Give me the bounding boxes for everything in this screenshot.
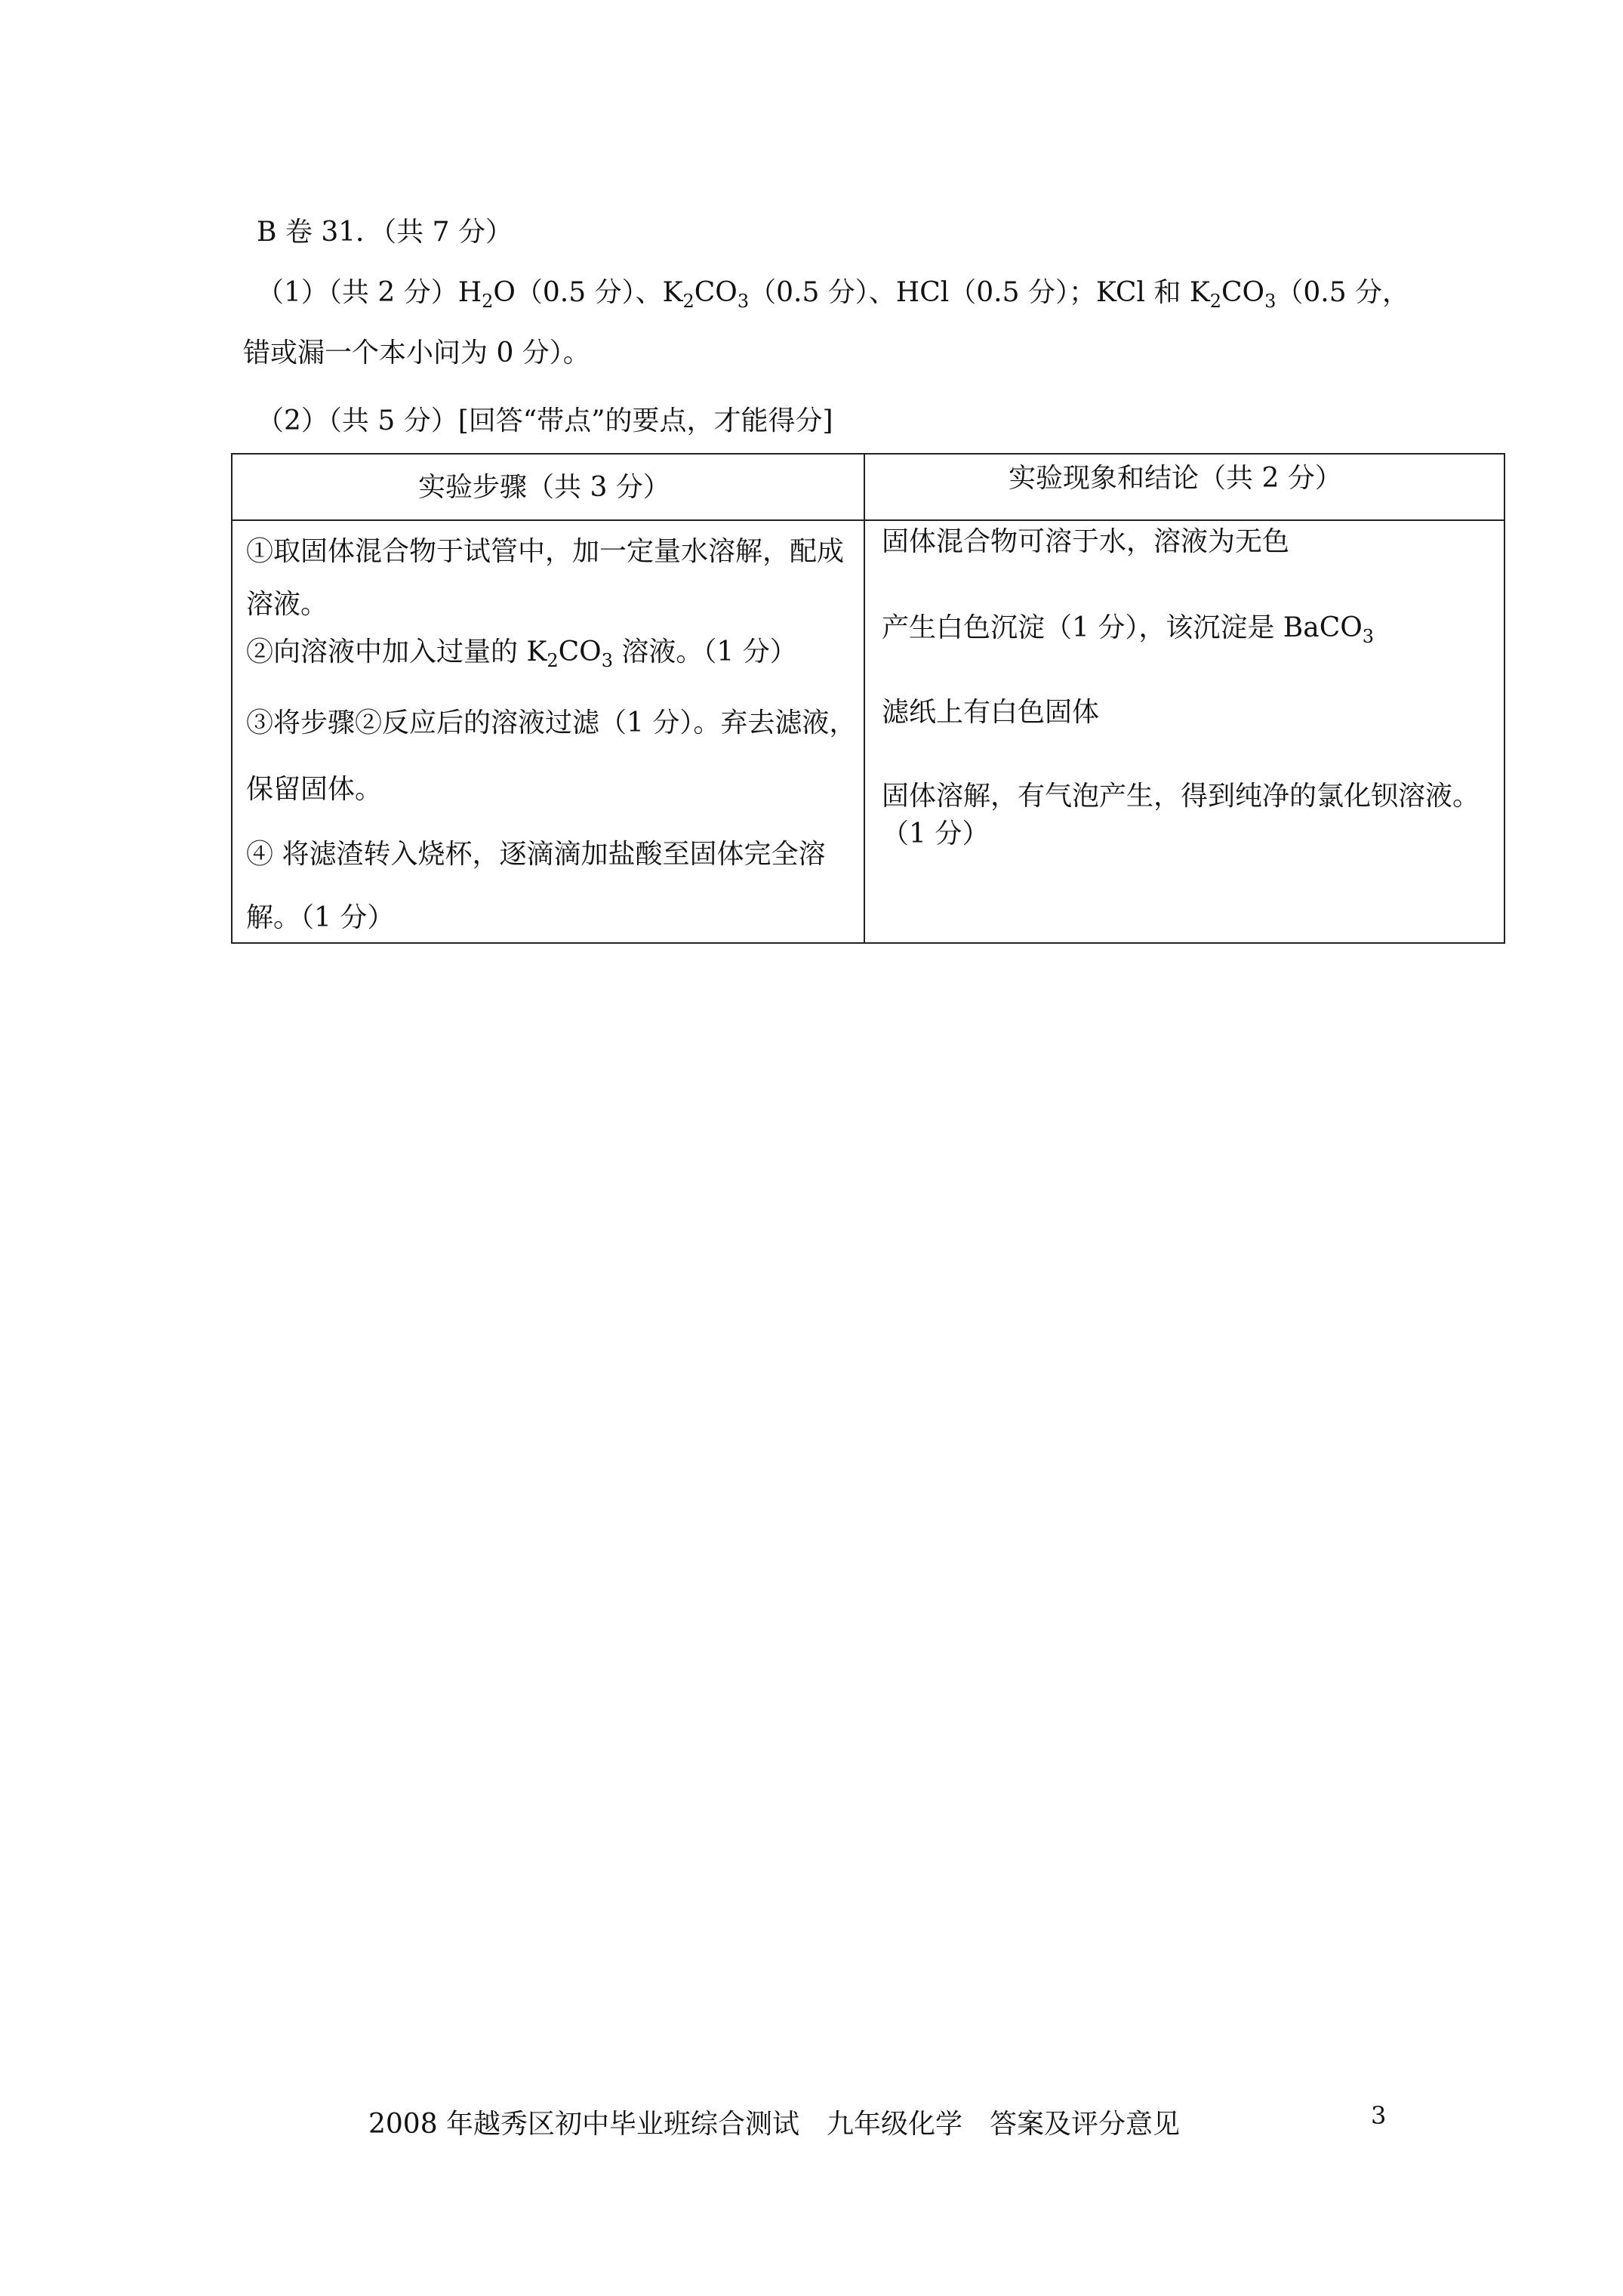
result-3: 滤纸上有白色固体 bbox=[882, 697, 1100, 728]
part1-text: （1）（共 2 分）H bbox=[257, 277, 482, 308]
step-1: ①取固体混合物于试管中，加一定量水溶解，配成溶液。 bbox=[246, 536, 845, 620]
subscript: 2 bbox=[482, 291, 494, 312]
subscript: 3 bbox=[1264, 291, 1277, 312]
table-column-divider bbox=[864, 455, 865, 942]
part1-text: CO bbox=[694, 277, 738, 308]
page-footer: 2008 年越秀区初中毕业班综合测试 九年级化学 答案及评分意见 bbox=[368, 2109, 1181, 2140]
result-1: 固体混合物可溶于水，溶液为无色 bbox=[882, 526, 1290, 557]
step-2-text: CO bbox=[558, 636, 602, 667]
part1-text: （0.5 分）、HCl（0.5 分）；KCl 和 K bbox=[749, 277, 1210, 308]
subscript: 3 bbox=[1362, 626, 1375, 647]
part2-intro-text: （2）（共 5 分）[回答“带点”的要点，才能得分] bbox=[257, 405, 833, 436]
part2-intro bbox=[257, 405, 833, 438]
section-heading-text: B 卷 31．（共 7 分） bbox=[257, 217, 513, 248]
subscript: 3 bbox=[601, 650, 613, 671]
step-3: ③将步骤②反应后的溶液过滤（1 分）。弃去滤液，保留固体。 bbox=[246, 707, 857, 805]
step-4: ④ 将滤渣转入烧杯，逐滴滴加盐酸至固体完全溶解。（1 分） bbox=[246, 839, 826, 933]
result-2 bbox=[882, 612, 1374, 645]
part1-text: O（0.5 分）、K bbox=[493, 277, 683, 308]
section-heading bbox=[257, 216, 513, 249]
table-header-divider bbox=[233, 519, 1504, 521]
step-2 bbox=[246, 636, 797, 669]
table-header-results: 实验现象和结论（共 2 分） bbox=[1009, 463, 1342, 494]
answer-table bbox=[231, 453, 1505, 944]
result-4: 固体溶解，有气泡产生，得到纯净的氯化钡溶液。（1 分） bbox=[882, 781, 1480, 849]
page-number: 3 bbox=[1371, 2101, 1387, 2130]
part1-text: CO bbox=[1221, 277, 1265, 308]
result-2-text: 产生白色沉淀（1 分），该沉淀是 BaCO bbox=[882, 612, 1363, 643]
subscript: 2 bbox=[547, 650, 559, 671]
part1-line2 bbox=[243, 337, 590, 370]
subscript: 2 bbox=[1209, 291, 1222, 312]
step-2-text: ②向溶液中加入过量的 K bbox=[246, 636, 547, 667]
part1-text: 错或漏一个本小问为 0 分）。 bbox=[243, 337, 590, 368]
subscript: 3 bbox=[737, 291, 750, 312]
part1-line1 bbox=[257, 276, 1409, 310]
part1-text: （0.5 分， bbox=[1276, 277, 1410, 308]
step-2-text: 溶液。（1 分） bbox=[612, 636, 797, 667]
subscript: 2 bbox=[682, 291, 694, 312]
table-header-steps: 实验步骤（共 3 分） bbox=[418, 472, 670, 503]
